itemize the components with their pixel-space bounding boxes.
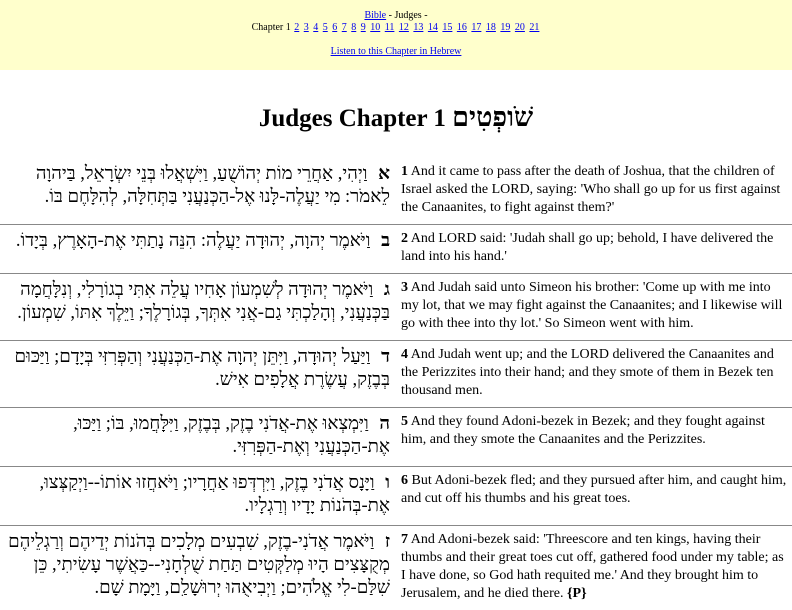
english-verse	[392, 158, 792, 224]
chapter-link-13[interactable]: 13	[413, 22, 424, 33]
english-verse-text: And Judah said unto Simeon his brother: 'Come up with me into my lot, that we may fight against the Canaanites; and I likewise will go with thee into thy lot.' So Simeon went with him.	[401, 280, 783, 331]
chapter-link-15[interactable]: 15	[442, 22, 453, 33]
chapter-link-11[interactable]: 11	[384, 22, 395, 33]
hebrew-verse-text: וַיֹּאמֶר יְהוּדָה לְשִׁמְעוֹן אָחִיו עֲלֵה אִתִּי בְגוֹרָלִי, וְנִלָּחֲמָה בַּכְּנַעֲנִי, וְהָלַכְתִּי גַם-אֲנִי אִתְּךָ, בְּגוֹרָלֶךָ; וַיֵּלֶךְ אִתּוֹ, שִׁמְעוֹן.	[17, 280, 390, 323]
english-verse-text: And Adoni-bezek said: 'Threescore and ten kings, having their thumbs and their great toes cut off, gathered food under my table; as I have done, so God hath requited me.' And they brought him to Jerusalem, and he died there.	[401, 532, 784, 601]
hebrew-verse-number: א	[378, 164, 390, 184]
hebrew-verse-number: ב	[381, 231, 390, 251]
verse-number: 4	[401, 347, 408, 362]
verse-number: 3	[401, 280, 408, 295]
chapter-link-5[interactable]: 5	[322, 22, 328, 33]
chapter-link-8[interactable]: 8	[351, 22, 357, 33]
current-chapter: Chapter 1	[251, 22, 291, 33]
hebrew-verse-text: וַיַּעַל יְהוּדָה, וַיִּתֵּן יְהוָה אֶת-הַכְּנַעֲנִי וְהַפְּרִזִּי בְּיָדָם; וַיַּכּוּם בְּבֶזֶק, עֲשֶׂרֶת אֲלָפִים אִישׁ.	[14, 347, 390, 390]
english-verse	[392, 341, 792, 407]
book-name: Judges	[394, 10, 422, 21]
paragraph-mark: {P}	[567, 586, 587, 601]
page-title	[0, 102, 792, 134]
english-verse	[392, 526, 792, 610]
english-verse	[392, 274, 792, 340]
chapter-link-18[interactable]: 18	[485, 22, 496, 33]
hebrew-verse-number: ג	[383, 280, 390, 300]
hebrew-verse	[0, 225, 392, 273]
verse-row-7	[0, 526, 792, 610]
verse-number: 6	[401, 473, 408, 488]
chapter-link-7[interactable]: 7	[341, 22, 347, 33]
chapter-link-14[interactable]: 14	[427, 22, 438, 33]
verse-number: 1	[401, 164, 408, 179]
hebrew-verse	[0, 158, 392, 224]
bible-link[interactable]: Bible	[364, 10, 387, 21]
chapter-list	[0, 22, 792, 34]
verse-number: 5	[401, 414, 408, 429]
chapter-link-6[interactable]: 6	[332, 22, 338, 33]
chapter-link-19[interactable]: 19	[500, 22, 511, 33]
hebrew-verse-text: וַיֹּאמֶר אֲדֹנִי-בֶזֶק, שִׁבְעִים מְלָכִים בְּהֹנוֹת יְדֵיהֶם וְרַגְלֵיהֶם מְקֻצָּצִים הָיוּ מְלַקְּטִים תַּחַת שֻׁלְחָנִי--כַּאֲשֶׁר עָשִׂיתִי, כֵּן שִׁלַּם-לִי אֱלֹהִים; וַיְבִיאֻהוּ יְרוּשָׁלִַם, וַיָּמָת שָׁם.	[8, 532, 390, 598]
hebrew-verse-text: וַיָּנָס אֲדֹנִי בֶזֶק, וַיִּרְדְּפוּ אַחֲרָיו; וַיֹּאחֲזוּ אוֹתוֹ--וַיְקַצְּצוּ, אֶת-בְּהֹנוֹת יָדָיו וְרַגְלָיו.	[39, 473, 390, 516]
hebrew-verse-number: ו	[385, 473, 390, 493]
hebrew-verse	[0, 341, 392, 407]
verse-row-6	[0, 467, 792, 525]
chapter-link-10[interactable]: 10	[370, 22, 381, 33]
hebrew-verse-text: וַיֹּאמֶר יְהוָה, יְהוּדָה יַעֲלֶה: הִנֵּה נָתַתִּי אֶת-הָאָרֶץ, בְּיָדוֹ.	[15, 231, 371, 251]
chapter-link-21[interactable]: 21	[529, 22, 540, 33]
verse-row-2	[0, 225, 792, 273]
chapter-link-3[interactable]: 3	[303, 22, 309, 33]
verse-number: 7	[401, 532, 408, 547]
verse-row-3	[0, 274, 792, 340]
hebrew-verse	[0, 467, 392, 525]
hebrew-verse	[0, 408, 392, 466]
verse-row-4	[0, 341, 792, 407]
listen-hebrew-link[interactable]: Listen to this Chapter in Hebrew	[330, 46, 462, 57]
breadcrumb-separator: -	[386, 10, 395, 21]
english-verse-text: And LORD said: 'Judah shall go up; behold, I have delivered the land into his hand.'	[401, 231, 774, 264]
top-navigation	[0, 0, 792, 70]
english-verse-text: And they found Adoni-bezek in Bezek; and they fought against him, and they smote the Canaanites and the Perizzites.	[401, 414, 765, 447]
hebrew-verse-text: וַיִּמְצְאוּ אֶת-אֲדֹנִי בֶזֶק, בְּבֶזֶק, וַיִּלָּחֲמוּ, בּוֹ; וַיַּכּוּ, אֶת-הַכְּנַעֲנִי וְאֶת-הַפְּרִזִּי.	[73, 414, 390, 457]
hebrew-verse	[0, 526, 392, 610]
english-verse	[392, 408, 792, 466]
english-verse	[392, 225, 792, 273]
english-verse-text: And Judah went up; and the LORD delivered the Canaanites and the Perizzites into their hand; and they smote of them in Bezek ten thousand men.	[401, 347, 774, 398]
chapter-link-2[interactable]: 2	[294, 22, 300, 33]
breadcrumb-trailing: -	[421, 10, 428, 21]
verse-number: 2	[401, 231, 408, 246]
english-verse-text: But Adoni-bezek fled; and they pursued after him, and caught him, and cut off his thumbs and his great toes.	[401, 473, 787, 506]
verses-table	[0, 158, 792, 610]
chapter-link-20[interactable]: 20	[514, 22, 525, 33]
title-english: Judges Chapter 1	[258, 105, 446, 132]
chapter-link-4[interactable]: 4	[313, 22, 319, 33]
listen-row	[0, 46, 792, 58]
hebrew-verse-number: ד	[381, 347, 390, 367]
hebrew-verse-number: ה	[379, 414, 390, 434]
verse-row-5	[0, 408, 792, 466]
chapter-link-9[interactable]: 9	[360, 22, 366, 33]
verse-row-1	[0, 158, 792, 224]
hebrew-verse-text: וַיְהִי, אַחֲרֵי מוֹת יְהוֹשֻׁעַ, וַיִּשְׁאֲלוּ בְּנֵי יִשְׂרָאֵל, בַּיהוָה לֵאמֹר: מִי יַעֲלֶה-לָּנוּ אֶל-הַכְּנַעֲנִי בַּתְּחִלָּה, לְהִלָּחֶם בּוֹ.	[35, 164, 390, 207]
english-verse	[392, 467, 792, 525]
title-hebrew: שֹׁופְטִים	[452, 102, 534, 132]
chapter-link-17[interactable]: 17	[471, 22, 482, 33]
chapter-link-12[interactable]: 12	[398, 22, 409, 33]
hebrew-verse	[0, 274, 392, 340]
chapter-link-16[interactable]: 16	[456, 22, 467, 33]
hebrew-verse-number: ז	[384, 532, 390, 552]
breadcrumb	[0, 10, 792, 22]
english-verse-text: And it came to pass after the death of Joshua, that the children of Israel asked the LORD, saying: 'Who shall go up for us first against the Canaanites, to fight against them?'	[401, 164, 781, 215]
